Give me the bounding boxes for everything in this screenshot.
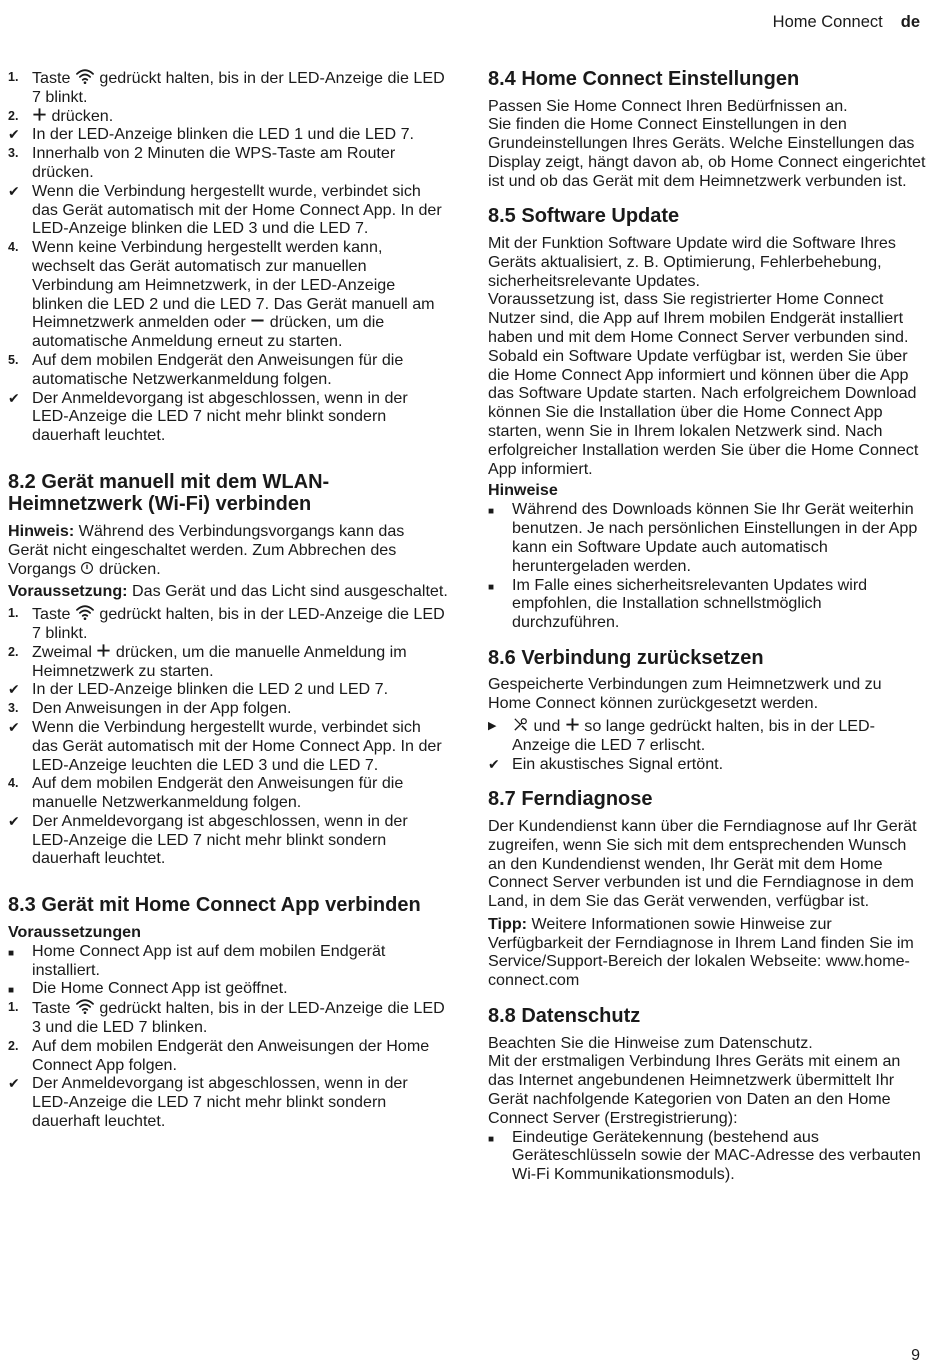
result-text: Der Anmeldevorgang ist abgeschlossen, wenn in der LED-Anzeige die LED 7 nicht mehr blinkt sondern dauerhaft leuchtet. (32, 1074, 408, 1130)
section-heading-8-6: 8.6 Verbindung zurücksetzen (488, 646, 764, 669)
bullet-text: Während des Downloads können Sie Ihr Gerät weiterhin benutzen. Je nach persönlichen Einstellungen in der App kann ein Software Update auch automatisch heruntergeladen werden. (512, 500, 918, 575)
left-column (8, 68, 448, 1131)
wifi-icon (75, 604, 95, 621)
list-item (8, 718, 448, 774)
section-heading-8-8: 8.8 Datenschutz (488, 1005, 641, 1028)
list-item (8, 604, 448, 643)
list-item (8, 144, 448, 182)
note-paragraph (8, 522, 448, 578)
right-column (488, 68, 928, 1184)
result-text: Der Anmeldevorgang ist abgeschlossen, wenn in der LED-Anzeige die LED 7 nicht mehr blinkt sondern dauerhaft leuchtet. (32, 811, 408, 868)
result-text: Der Anmeldevorgang ist abgeschlossen, wenn in der LED-Anzeige die LED 7 nicht mehr blinkt sondern dauerhaft leuchtet. (32, 388, 408, 445)
paragraph: Beachten Sie die Hinweise zum Datenschutz. (488, 1033, 813, 1052)
check-icon: ✔ (8, 812, 20, 829)
list-item (488, 1128, 928, 1184)
paragraph: Passen Sie Home Connect Ihren Bedürfnissen an. (488, 96, 848, 115)
step-number: 2. (8, 1038, 19, 1053)
section-heading-8-2: 8.2 Gerät manuell mit dem WLAN-Heimnetzwerk (Wi-Fi) verbinden (8, 470, 330, 516)
result-text: In der LED-Anzeige blinken die LED 1 und die LED 7. (32, 125, 415, 144)
check-icon: ✔ (488, 755, 500, 772)
step-text: Den Anweisungen in der App folgen. (32, 699, 292, 718)
tip-text: Weitere Informationen sowie Hinweise zur Verfügbarkeit der Ferndiagnose in Ihrem Land finden Sie im Service/Support-Bereich der lokalen Webseite: www.home-connect.com (488, 914, 914, 990)
list-item (8, 389, 448, 445)
list-item (8, 979, 448, 998)
bullet-text: Eindeutige Gerätekennung (bestehend aus Geräteschlüsseln sowie der MAC-Adresse des verbauten Wi-Fi Kommunikationsmoduls). (512, 1127, 921, 1184)
list-item (8, 998, 448, 1037)
list-item (8, 182, 448, 238)
bullet-icon: ■ (8, 985, 15, 997)
tip-label: Tipp: (488, 914, 528, 933)
plus-icon (565, 717, 580, 732)
step-text: Taste (32, 605, 75, 624)
bullet-icon: ■ (488, 1133, 495, 1145)
list-item (8, 125, 448, 144)
list-item (8, 812, 448, 868)
requirement-text: Das Gerät und das Licht sind ausgeschaltet. (127, 582, 448, 601)
list-item (8, 107, 448, 126)
check-icon: ✔ (8, 718, 20, 735)
check-icon: ✔ (8, 681, 20, 698)
tip-paragraph (488, 915, 928, 990)
list-item (8, 774, 448, 812)
paragraph: Mit der Funktion Software Update wird die Software Ihres Geräts aktualisiert, z. B. Optimierung, Fehlerbehebung, sicherheitsrelevante Updates. (488, 233, 896, 290)
step-text: Wenn keine Verbindung hergestellt werden kann, wechselt das Gerät automatisch zur manuellen Verbindung am Heimnetzwerk, in der LED-Anzeige blinken die LED 2 und die LED 7. Das Gerät manuell am Heimnetzwerk anmelden oder (32, 238, 435, 332)
step-text: gedrückt halten, bis in der LED-Anzeige die LED 7 blinkt. (32, 605, 445, 642)
section-heading-8-3: 8.3 Gerät mit Home Connect App verbinden (8, 894, 421, 917)
list-item (488, 500, 928, 575)
list-item (8, 643, 448, 681)
step-number: 1. (8, 70, 19, 84)
page-number: 9 (911, 1347, 920, 1364)
bullet-icon: ■ (488, 581, 495, 593)
paragraph: Mit der erstmaligen Verbindung Ihres Geräts mit einem an das Internet angebundenen Heimnetzwerk übermittelt Ihr Gerät nachfolgende Kategorien von Daten an den Home Connect Server (Erstregistrierung): (488, 1052, 901, 1127)
result-text: Wenn die Verbindung hergestellt wurde, verbindet sich das Gerät automatisch mit der Home Connect App. In der LED-Anzeige blinken die LED 3 und die LED 7. (32, 181, 442, 238)
check-icon: ✔ (8, 182, 20, 199)
list-item (8, 699, 448, 718)
plus-icon (96, 643, 111, 658)
paragraph: Sobald ein Software Update verfügbar ist, werden Sie über die Home Connect App informiert und können über die App das Software Update starten. Nach erfolgreichem Download können Sie die Installation über die Home Connect App starten, wenn Sie in Ihrem lokalen Netzwerk sind. Nach erfolgreicher Installation werden Sie über die Home Connect App informiert. (488, 346, 919, 478)
step-number: 2. (8, 644, 19, 659)
step-text: so lange gedrückt halten, bis in der LED-Anzeige die LED 7 erlischt. (512, 717, 876, 754)
list-item (8, 942, 448, 980)
step-text: drücken. (47, 106, 114, 125)
step-text: gedrückt halten, bis in der LED-Anzeige die LED 3 und die LED 7 blinken. (32, 999, 445, 1036)
note-label: Hinweis: (8, 521, 75, 540)
bullet-icon: ■ (488, 506, 495, 518)
step-text: Taste (32, 69, 75, 87)
bullet-text: Im Falle eines sicherheitsrelevanten Updates wird empfohlen, die Installation schnellstmöglich durchzuführen. (512, 575, 868, 632)
step-number: 4. (8, 776, 19, 791)
step-number: 1. (8, 606, 19, 621)
result-text: Wenn die Verbindung hergestellt wurde, verbindet sich das Gerät automatisch mit der Home Connect App. In der LED-Anzeige leuchten die LED 3 und die LED 7. (32, 717, 442, 774)
note-text: Während des Verbindungsvorgangs kann das Gerät nicht eingeschaltet werden. Zum Abbrechen des Vorgangs (8, 521, 405, 578)
check-icon: ✔ (8, 1075, 20, 1092)
step-text: Auf dem mobilen Endgerät den Anweisungen für die automatische Netzwerkanmeldung folgen. (32, 350, 404, 388)
wifi-icon (75, 68, 95, 85)
plus-icon (32, 107, 47, 122)
step-number: 5. (8, 352, 19, 367)
step-text: und (529, 717, 565, 736)
step-text: Auf dem mobilen Endgerät den Anweisungen für die manuelle Netzwerkanmeldung folgen. (32, 774, 404, 812)
list-item (8, 68, 448, 107)
step-text: gedrückt halten, bis in der LED-Anzeige die LED 7 blinkt. (32, 69, 445, 106)
list-item (8, 1037, 448, 1075)
tools-icon (512, 716, 529, 733)
list-item (8, 1074, 448, 1130)
result-text: Ein akustisches Signal ertönt. (512, 754, 724, 773)
paragraph: Voraussetzung ist, dass Sie registrierter Home Connect Nutzer sind, die App auf Ihrem mobilen Endgerät installiert haben und mit dem Home Connect Server verbunden sind. (488, 290, 909, 346)
step-number: 1. (8, 1000, 19, 1015)
step-number: 4. (8, 240, 19, 255)
paragraph: Der Kundendienst kann über die Ferndiagnose auf Ihr Gerät zugreifen, wenn Sie sich mit dem entsprechenden Wunsch an den Kundendienst wenden, Ihr Gerät mit dem Home Connect Server verbunden ist und die Ferndiagnose in dem Land, in dem Sie das Gerät verwenden, verfügbar ist. (488, 816, 917, 911)
result-text: In der LED-Anzeige blinken die LED 2 und LED 7. (32, 680, 389, 699)
paragraph: Sie finden die Home Connect Einstellungen in den Grundeinstellungen Ihres Geräts. Welche Einstellungen das Display zeigt, hängt davon ab, ob Home Connect eingerichtet ist und ob das Gerät mit dem Heimnetzwerk verbunden ist. (488, 115, 926, 190)
bullet-icon: ■ (8, 947, 15, 959)
list-item (488, 755, 928, 774)
step-text: Auf dem mobilen Endgerät den Anweisungen der Home Connect App folgen. (32, 1036, 430, 1074)
step-text: Innerhalb von 2 Minuten die WPS-Taste am Router drücken. (32, 144, 396, 181)
notes-heading: Hinweise (488, 481, 558, 500)
minus-icon (250, 313, 265, 328)
requirement-label: Voraussetzung: (8, 582, 128, 601)
step-text: Taste (32, 999, 75, 1018)
bullet-text: Die Home Connect App ist geöffnet. (32, 979, 288, 998)
list-item (488, 716, 928, 755)
step-text: Zweimal (32, 642, 97, 661)
step-number: 2. (8, 108, 19, 123)
check-icon: ✔ (8, 126, 20, 143)
step-number: 3. (8, 146, 19, 161)
header-language-code: de (900, 13, 920, 31)
step-text: drücken, um die automatische Anmeldung erneut zu starten. (32, 313, 385, 351)
page-header (773, 12, 920, 32)
power-icon (80, 561, 94, 575)
list-item (8, 238, 448, 351)
bullet-text: Home Connect App ist auf dem mobilen Endgerät installiert. (32, 941, 386, 979)
header-section-title: Home Connect (772, 13, 883, 31)
list-item (488, 576, 928, 632)
requirement-paragraph (8, 582, 448, 601)
paragraph: Gespeicherte Verbindungen zum Heimnetzwerk und zu Home Connect können zurückgesetzt werden. (488, 675, 882, 713)
section-heading-8-4: 8.4 Home Connect Einstellungen (488, 68, 800, 90)
arrow-icon: ▶ (488, 720, 497, 733)
note-text: drücken. (94, 559, 161, 578)
check-icon: ✔ (8, 389, 20, 406)
step-text: drücken, um die manuelle Anmeldung im Heimnetzwerk zu starten. (32, 642, 407, 680)
wifi-icon (75, 998, 95, 1015)
section-heading-8-7: 8.7 Ferndiagnose (488, 788, 653, 811)
step-number: 3. (8, 701, 19, 716)
requirements-heading: Voraussetzungen (8, 922, 141, 941)
section-heading-8-5: 8.5 Software Update (488, 205, 680, 228)
list-item (8, 680, 448, 699)
list-item (8, 351, 448, 389)
